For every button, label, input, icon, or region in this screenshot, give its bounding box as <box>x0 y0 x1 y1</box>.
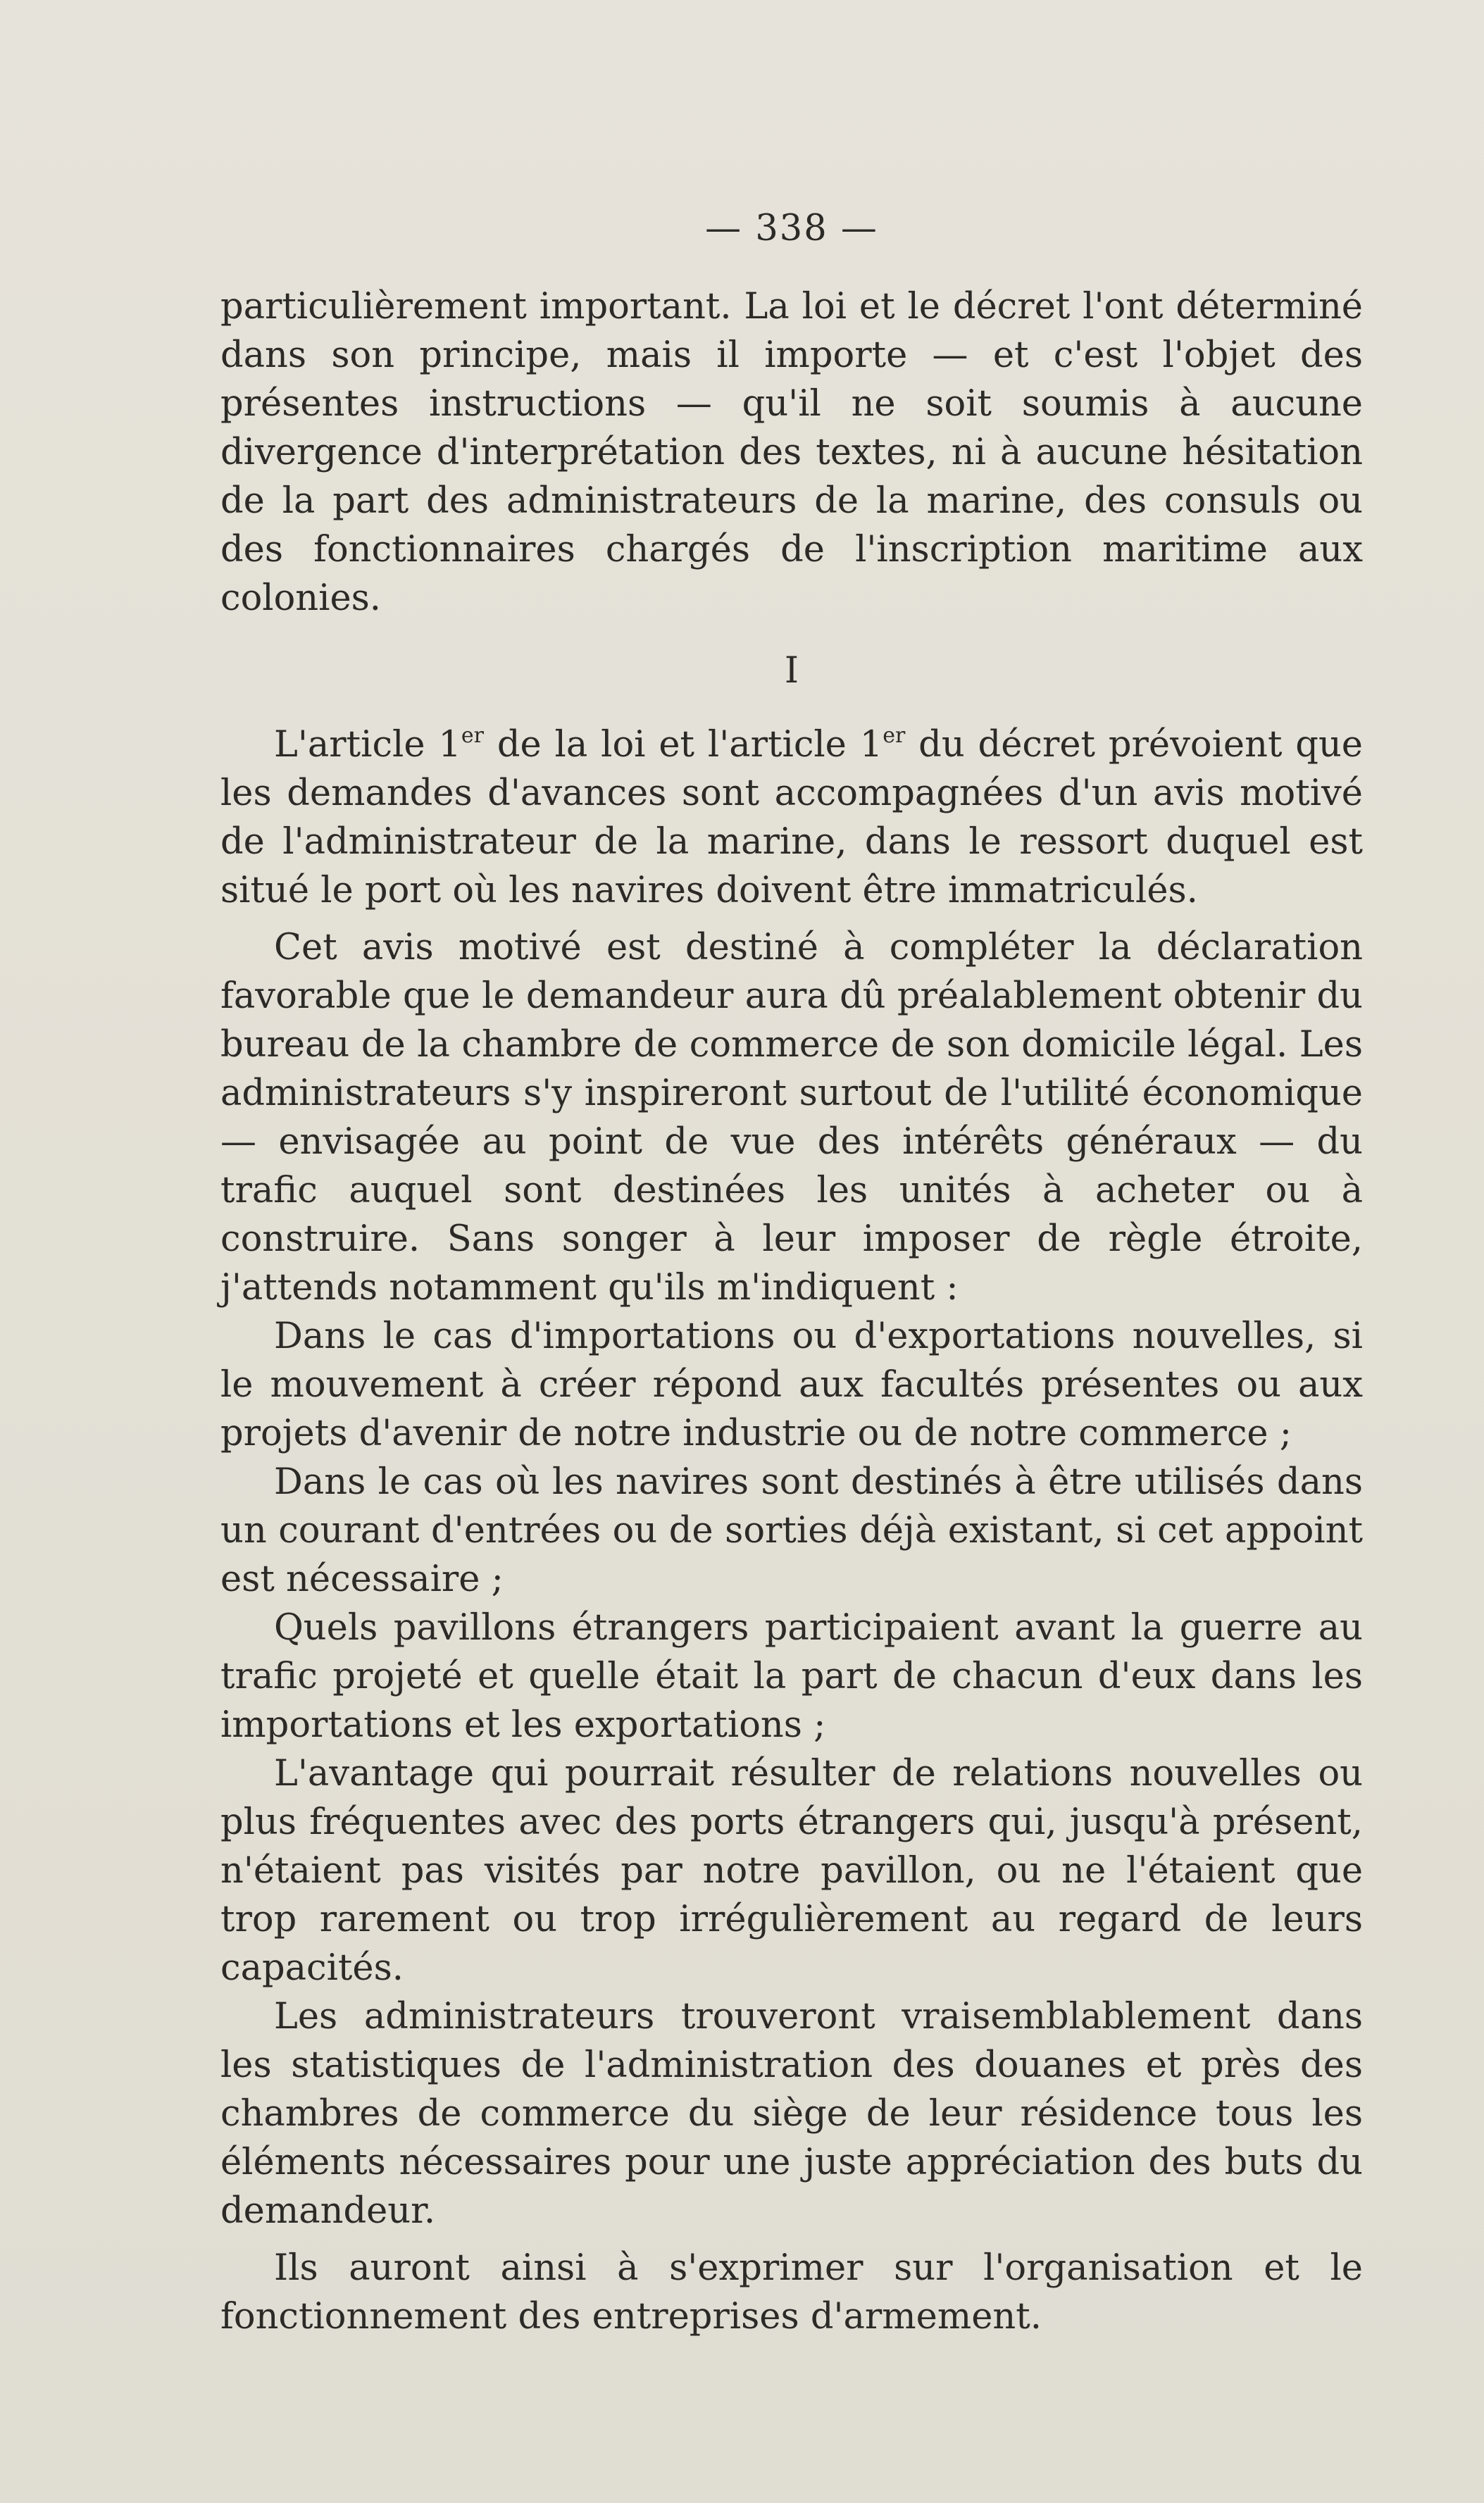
section-heading: I <box>784 650 799 692</box>
text-column <box>220 204 1363 2341</box>
article-text-part: de la loi et l'article 1 <box>483 724 883 766</box>
paragraph-gap <box>220 2235 1363 2244</box>
body-paragraph: Cet avis motivé est destiné à compléter la déclaration favorable que le demandeur aura dû préalablement obtenir du bureau de la chambre de commerce de son domicile légal. Les administrateurs s'y inspireront surtout de l'utilité économique — envisagée au point de vue des intérêts généraux — du trafic auquel sont destinées les unités à acheter ou à construire. Sans songer à leur imposer de règle étroite, j'attends notamment qu'ils m'indiquent : <box>220 927 1363 1309</box>
article-text-part: du décret prévoient que les demandes d'avances sont accompagnées d'un avis motivé de l'administrateur de la marine, dans le ressort duquel est situé le port où les navires doivent être immatriculés. <box>220 724 1363 911</box>
opening-paragraph: particulièrement important. La loi et le décret l'ont déterminé dans son principe, mais il importe — et c'est l'objet des présentes instructions — qu'il ne soit soumis à aucune divergence d'interprétation des textes, ni à aucune hésitation de la part des administrateurs de la marine, des consuls ou des fonctionnaires chargés de l'inscription maritime aux colonies. <box>220 286 1363 619</box>
paragraph-gap <box>220 915 1363 923</box>
body-paragraph: L'avantage qui pourrait résulter de relations nouvelles ou plus fréquentes avec des ports étrangers qui, jusqu'à présent, n'étaient pas visités par notre pavillon, ou ne l'étaient que trop rarement ou trop irrégulièrement au regard de leurs capacités. <box>220 1753 1363 1989</box>
body-paragraph: Dans le cas où les navires sont destinés à être utilisés dans un courant d'entrées ou de sorties déjà existant, si cet appoint est nécessaire ; <box>220 1461 1363 1600</box>
article-text-part: L'article 1 <box>274 724 461 766</box>
ordinal-superscript: er <box>883 723 906 748</box>
ordinal-superscript: er <box>461 723 484 748</box>
page-number: — 338 — <box>705 208 878 249</box>
body-paragraph: Les administrateurs trouveront vraisemblablement dans les statistiques de l'administration des douanes et près des chambres de commerce du siège de leur résidence tous les éléments nécessaires pour une juste appréciation des buts du demandeur. <box>220 1996 1363 2232</box>
body-paragraph: Dans le cas d'importations ou d'exportations nouvelles, si le mouvement à créer répond aux facultés présentes ou aux projets d'avenir de notre industrie ou de notre commerce ; <box>220 1316 1363 1454</box>
body-paragraph: Ils auront ainsi à s'exprimer sur l'organisation et le fonctionnement des entreprises d'armement. <box>220 2247 1363 2337</box>
body-paragraph: Quels pavillons étrangers participaient avant la guerre au trafic projeté et quelle était la part de chacun d'eux dans les importations et les exportations ; <box>220 1607 1363 1746</box>
article-paragraph <box>220 720 1363 915</box>
